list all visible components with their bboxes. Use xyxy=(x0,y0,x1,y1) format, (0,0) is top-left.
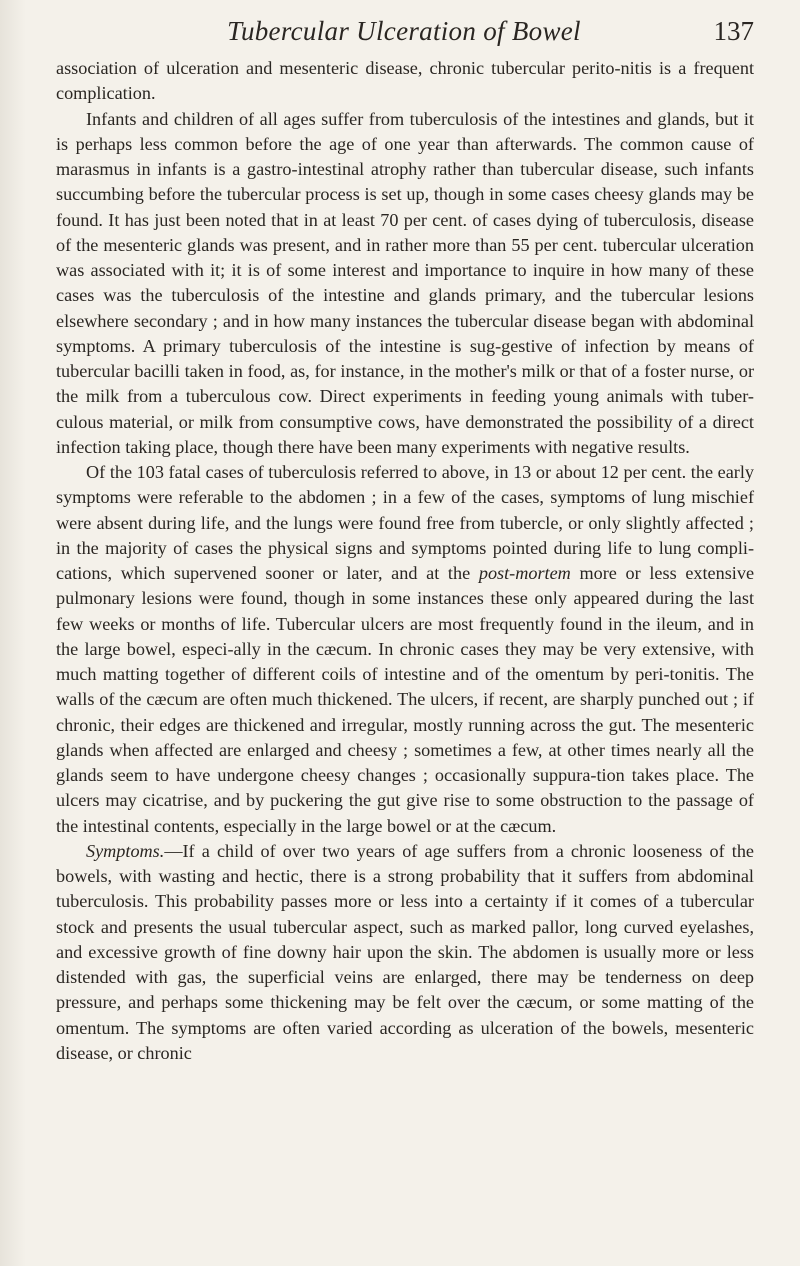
paragraph-infants: Infants and children of all ages suffer from tuberculosis of the intestines and glands, but it is perhaps less common before the age of one year than afterwards. The common cause of marasmus in infants is a gastro-intestinal atrophy rather than tubercular disease, such infants succumbing before the tubercular process is set up, though in some cases cheesy glands may be found. It has just been noted that in at least 70 per cent. of cases dying of tuberculosis, disease of the mesenteric glands was present, and in rather more than 55 per cent. tubercular ulceration was associated with it; it is of some interest and importance to inquire in how many of these cases was the tuberculosis of the intestine and glands primary, and the tubercular lesions elsewhere secondary ; and in how many instances the tubercular disease began with abdominal symptoms. A primary tuberculosis of the intestine is sug-gestive of infection by means of tubercular bacilli taken in food, as, for instance, in the mother's milk or that of a foster nurse, or the milk from a tuberculous cow. Direct experiments in feeding young animals with tuber-culous material, or milk from consumptive cows, have demonstrated the possibility of a direct infection taking place, though there have been many experiments with negative results. xyxy=(56,108,754,457)
page-number: 137 xyxy=(713,16,754,46)
paragraph-fatal-cases-start: Of the 103 fatal cases of tuberculosis referred to above, in 13 or about 12 per cent. the early symptoms were referable to the abdomen ; in a few of the cases, symptoms of lung mischief were absent during life, and the lungs were found free from tubercle, or only slightly affected ; in the majority of cases the physical signs and symptoms pointed during life to lung compli-cations, which supervened sooner or later, and at the xyxy=(56,462,754,583)
post-mortem-term: post-mortem xyxy=(478,563,571,583)
running-head xyxy=(54,12,754,48)
paragraph-continuation: association of ulceration and mesenteric disease, chronic tubercular perito-nitis is a frequent complication. xyxy=(56,58,754,104)
paragraph-symptoms xyxy=(56,839,754,1066)
running-title: Tubercular Ulceration of Bowel xyxy=(227,16,581,46)
symptoms-heading: Symptoms. xyxy=(86,840,165,861)
symptoms-text: —If a child of over two years of age suffers from a chronic looseness of the bowels, with wasting and hectic, there is a strong probability that it suffers from abdominal tuberculosis. This probability passes more or less into a certainty if it comes of a tubercular stock and presents the usual tubercular aspect, such as marked pallor, long curved eyelashes, and excessive growth of fine downy hair upon the skin. The abdomen is usually more or less distended with gas, the superficial veins are enlarged, there may be tenderness on deep pressure, and perhaps some thickening may be felt over the cæcum, or some matting of the omentum. The symptoms are often varied according as ulceration of the bowels, mesenteric disease, or chronic xyxy=(56,840,754,1063)
paragraph-fatal-cases-end: more or less extensive pulmonary lesions were found, though in some instances these only appeared during the last few weeks or months of life. Tubercular ulcers are most frequently found in the ileum, and in the large bowel, especi-ally in the cæcum. In chronic cases they may be very extensive, with much matting together of different coils of intestine and of the omentum by peri-tonitis. The walls of the cæcum are often much thickened. The ulcers, if recent, are sharply punched out ; if chronic, their edges are thickened and irregular, mostly running across the gut. The mesenteric glands when affected are enlarged and cheesy ; sometimes a few, at other times nearly all the glands seem to have undergone cheesy changes ; occasionally suppura-tion takes place. The ulcers may cicatrise, and by puckering the gut give rise to some obstruction to the passage of the intestinal contents, especially in the large bowel or at the cæcum. xyxy=(56,563,755,836)
page-edge-shadow xyxy=(0,0,26,1266)
body-text xyxy=(56,56,754,1066)
paragraph-fatal-cases xyxy=(56,460,754,839)
